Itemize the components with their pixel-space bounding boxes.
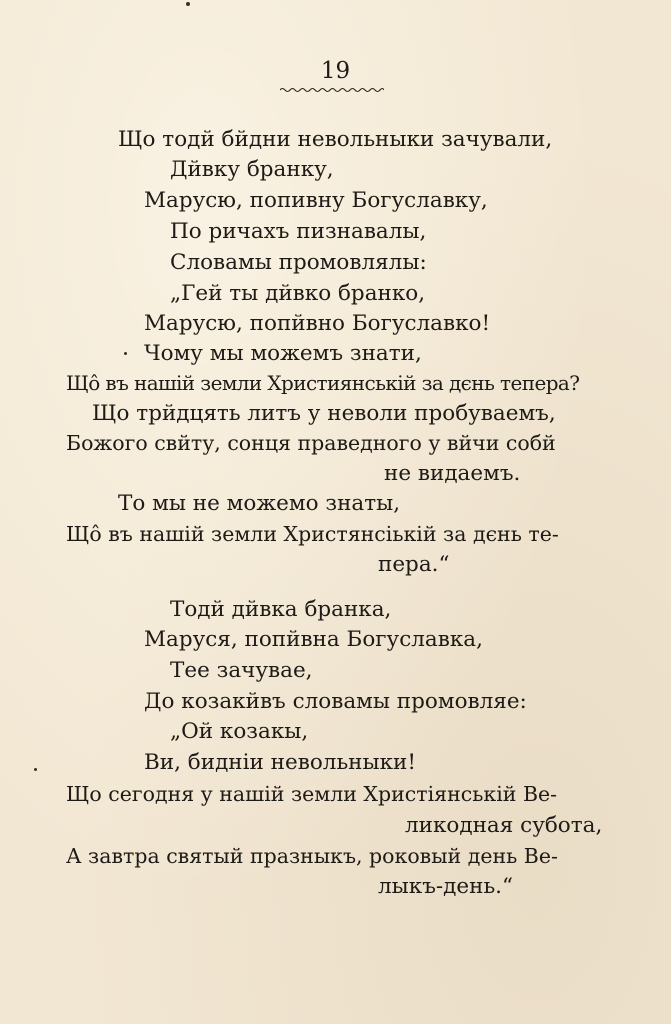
poem-line: Маруся, попйвна Богуславка,	[144, 627, 483, 652]
poem-line: До козакйвъ словамы промовляе:	[144, 689, 527, 714]
poem-line: Чому мы можемъ знати,	[144, 341, 422, 366]
poem-line: Тее зачувае,	[170, 658, 313, 683]
ink-speck	[186, 2, 190, 6]
ink-speck	[124, 352, 127, 355]
poem-line: не видаемъ.	[384, 461, 521, 486]
poem-line: Марусю, попйвно Богуславко!	[144, 311, 491, 336]
poem-line: „Ой козакы,	[170, 719, 309, 744]
poem-line: „Гей ты дйвко бранко,	[170, 281, 426, 306]
poem-line: По ричахъ пизнавалы,	[170, 219, 427, 244]
poem-line: Що тодй бйдни невольныки зачували,	[118, 127, 553, 152]
poem-line: Щô въ нашій земли Христянсіькій за дєнь те-	[66, 522, 559, 546]
poem-line: То мы не можемо знаты,	[118, 491, 401, 516]
poem-line: Дйвку бранку,	[170, 157, 334, 182]
poem-line: пера.“	[378, 552, 450, 577]
poem-line: Марусю, попивну Богуславку,	[144, 188, 488, 213]
poem-line: Щô въ нашій земли Християнській за дєнь тепера?	[66, 371, 580, 395]
poem-line: Божого свйту, сонця праведного у вйчи собй	[66, 431, 556, 455]
poem-line: ликодная субота,	[405, 813, 603, 838]
poem-line: Словамы промовлялы:	[170, 250, 427, 275]
poem-line: лыкъ-день.“	[378, 874, 513, 899]
poem-line: Що трйдцять литъ у неволи пробуваемъ,	[92, 401, 556, 426]
page-number: 19	[320, 58, 351, 84]
wavy-rule-ornament	[280, 86, 384, 94]
poem-line: Ви, бидніи невольныки!	[144, 750, 416, 775]
poem-line: А завтра святый празныкъ, роковый день Ве-	[66, 844, 558, 868]
poem-line: Що сегодня у нашій земли Христіянській Ве-	[66, 782, 558, 806]
ink-speck	[34, 768, 37, 771]
poem-line: Тодй дйвка бранка,	[170, 597, 392, 622]
